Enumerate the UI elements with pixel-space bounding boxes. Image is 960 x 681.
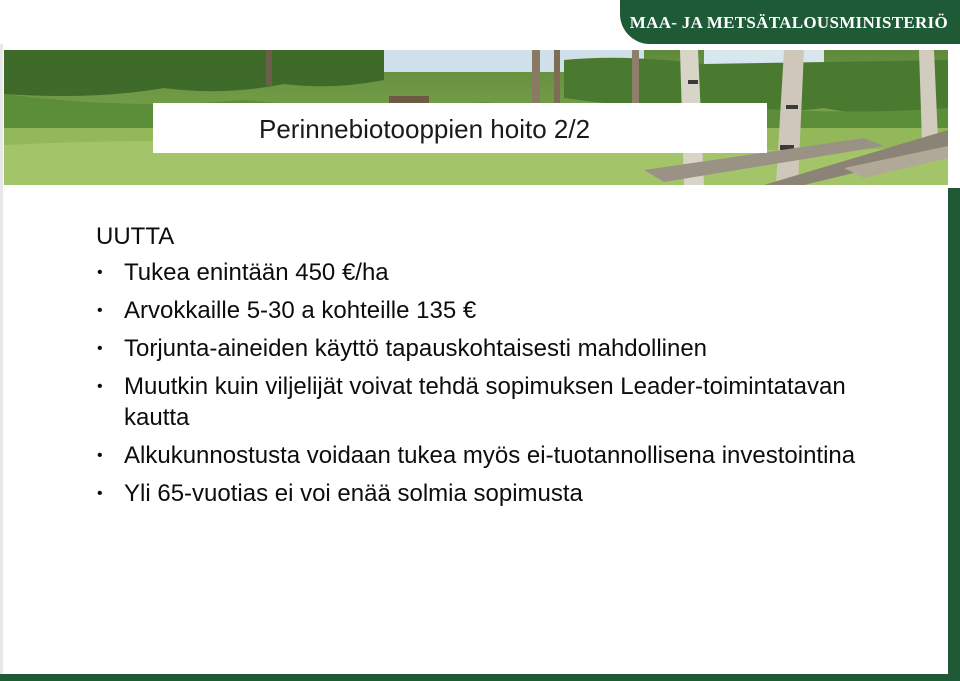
bullet-item: [96, 257, 856, 288]
bullet-icon: •: [97, 378, 103, 395]
left-edge: [0, 44, 3, 681]
bullet-item: [96, 478, 856, 509]
bullet-list: [96, 257, 856, 509]
bullet-text: Tukea enintään 450 €/ha: [124, 259, 389, 286]
bullet-icon: •: [97, 264, 103, 281]
title-box: [153, 103, 767, 153]
ministry-logo-band: [620, 0, 960, 44]
section-heading: UUTTA: [96, 223, 175, 250]
bullet-icon: •: [97, 485, 103, 502]
bullet-text: Yli 65-vuotias ei voi enää solmia sopimusta: [124, 480, 583, 507]
slide-title: Perinnebiotooppien hoito 2/2: [259, 114, 591, 144]
slide-content: [96, 222, 856, 516]
right-border: [948, 188, 960, 681]
bullet-icon: •: [97, 302, 103, 319]
bullet-item: [96, 295, 856, 326]
bullet-item: [96, 440, 856, 471]
bullet-icon: •: [97, 340, 103, 357]
bottom-border: [0, 674, 960, 681]
ministry-name: MAA- JA METSÄTALOUSMINISTERIÖ: [629, 13, 948, 32]
bullet-text: Muutkin kuin viljelijät voivat tehdä sopimuksen Leader-toimintatavan kautta: [124, 373, 846, 431]
bullet-text: Torjunta-aineiden käyttö tapauskohtaisesti mahdollinen: [124, 335, 708, 362]
bullet-text: Alkukunnostusta voidaan tukea myös ei-tuotannollisena investointina: [124, 442, 856, 469]
bullet-item: [96, 371, 856, 433]
bullet-icon: •: [97, 447, 103, 464]
bullet-text: Arvokkaille 5-30 a kohteille 135 €: [124, 297, 477, 324]
bullet-item: [96, 333, 856, 364]
